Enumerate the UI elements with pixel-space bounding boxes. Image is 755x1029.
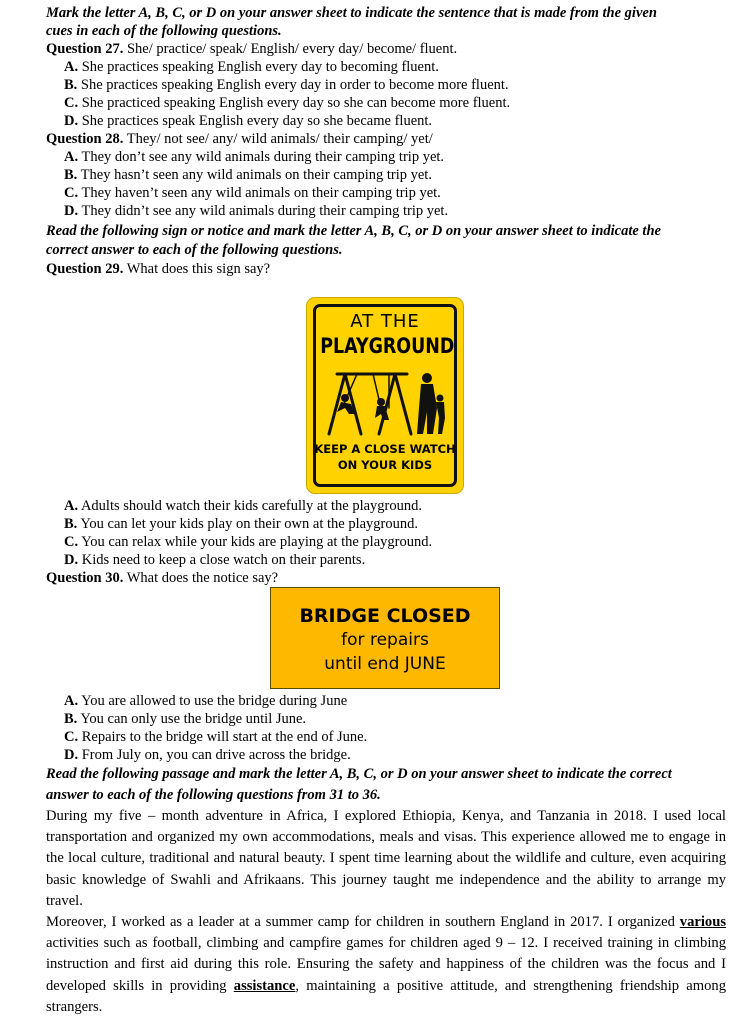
question-prompt: They/ not see/ any/ wild animals/ their camping/ yet/: [126, 131, 433, 147]
option-28-d[interactable]: [64, 202, 448, 220]
question-prompt: What does the notice say?: [126, 570, 279, 586]
option-text: She practices speaking English every day in order to become more fluent.: [80, 77, 509, 93]
option-text: They haven’t seen any wild animals on their camping trip yet.: [81, 185, 441, 201]
option-text: They don’t see any wild animals during their camping trip yet.: [81, 149, 445, 165]
instruction-sign-notice-line1: Read the following sign or notice and mark the letter A, B, C, or D on your answer sheet to indicate the: [46, 223, 661, 239]
option-letter: A.: [64, 498, 79, 514]
option-27-d[interactable]: [64, 112, 432, 130]
bridge-notice: [270, 587, 500, 689]
instruction-passage-line1: Read the following passage and mark the letter A, B, C, or D on your answer sheet to indicate the correct: [46, 766, 672, 782]
option-text: Kids need to keep a close watch on their parents.: [81, 552, 366, 568]
question-prompt: What does this sign say?: [126, 261, 271, 277]
question-prompt: She/ practice/ speak/ English/ every day/ become/ fluent.: [126, 41, 458, 57]
option-text: You are allowed to use the bridge during June: [81, 693, 348, 709]
option-29-c[interactable]: [64, 533, 432, 551]
option-29-b[interactable]: [64, 515, 418, 533]
playground-sign: [306, 297, 464, 494]
option-28-a[interactable]: [64, 148, 444, 166]
option-letter: B.: [64, 711, 78, 727]
instruction-passage-line2: answer to each of the following questions from 31 to 36.: [46, 787, 381, 803]
option-letter: C.: [64, 95, 79, 111]
option-text: Adults should watch their kids carefully at the playground.: [80, 498, 423, 514]
option-28-b[interactable]: [64, 166, 432, 184]
question-30: [46, 569, 278, 587]
question-number: Question 29.: [46, 261, 124, 277]
swing-set-icon: [323, 368, 449, 438]
option-30-b[interactable]: [64, 710, 306, 728]
underlined-word-assistance: assistance: [233, 977, 296, 994]
notice-line-for-repairs: for repairs: [341, 630, 429, 650]
option-letter: C.: [64, 185, 79, 201]
question-27: [46, 40, 457, 58]
question-number: Question 28.: [46, 131, 124, 147]
option-text: They hasn’t seen any wild animals on their camping trip yet.: [80, 167, 432, 183]
option-30-a[interactable]: [64, 692, 347, 710]
option-text: They didn’t see any wild animals during their camping trip yet.: [81, 203, 449, 219]
option-30-c[interactable]: [64, 728, 367, 746]
option-28-c[interactable]: [64, 184, 441, 202]
option-letter: C.: [64, 729, 79, 745]
option-text: She practices speaking English every day to becoming fluent.: [81, 59, 439, 75]
option-letter: A.: [64, 693, 79, 709]
passage-paragraph-1: During my five – month adventure in Africa, I explored Ethiopia, Kenya, and Tanzania in 2018. I used local transportation and organized my own accommodations, meals and visas. This experience allowed me to engage in the local culture, traditional and natural beauty. I spent time learning about the wildlife and culture, even acquiring basic knowledge of Swahli and Afrikaans. This journey taught me independence and the ability to arrange my travel.: [46, 808, 726, 909]
passage-text: , maintaining a positive attitude, and strengthening friendship among strangers.: [46, 977, 726, 1015]
option-text: Repairs to the bridge will start at the end of June.: [81, 729, 368, 745]
passage-paragraph-2: [46, 912, 726, 1018]
notice-line-bridge-closed: BRIDGE CLOSED: [299, 605, 471, 627]
option-text: She practiced speaking English every day so she can become more fluent.: [81, 95, 511, 111]
option-text: You can relax while your kids are playing at the playground.: [81, 534, 433, 550]
instruction-sign-notice-line2: correct answer to each of the following questions.: [46, 242, 343, 258]
option-27-c[interactable]: [64, 94, 510, 112]
instruction-sentence-cues-line1: Mark the letter A, B, C, or D on your answer sheet to indicate the sentence that is made from the given: [46, 5, 657, 21]
notice-line-until-june: until end JUNE: [324, 654, 446, 674]
option-27-a[interactable]: [64, 58, 439, 76]
option-letter: D.: [64, 552, 79, 568]
option-30-d[interactable]: [64, 746, 351, 764]
option-letter: D.: [64, 113, 79, 129]
sign-line-on-your-kids: ON YOUR KIDS: [337, 458, 433, 472]
sign-line-keep-watch: KEEP A CLOSE WATCH: [314, 442, 456, 456]
option-letter: D.: [64, 747, 79, 763]
option-letter: C.: [64, 534, 79, 550]
option-text: You can let your kids play on their own at the playground.: [80, 516, 419, 532]
option-29-a[interactable]: [64, 497, 422, 515]
sign-line-playground: PLAYGROUND: [320, 334, 455, 358]
option-text: She practices speak English every day so she became fluent.: [81, 113, 433, 129]
option-27-b[interactable]: [64, 76, 509, 94]
option-letter: B.: [64, 77, 78, 93]
sign-line-at-the: AT THE: [350, 311, 420, 332]
question-29: [46, 260, 270, 278]
passage-text: activities such as football, climbing and campfire games for children aged 9 – 12. I received training in climbing instruction and first aid during this role. Ensuring the safety and happiness of the children was the focus and I developed skills in providing: [46, 935, 726, 994]
question-28: [46, 130, 433, 148]
option-letter: B.: [64, 516, 78, 532]
sign-keep-watch-text: [307, 441, 463, 473]
option-letter: B.: [64, 167, 78, 183]
option-letter: A.: [64, 149, 79, 165]
underlined-word-various: various: [679, 914, 726, 930]
instruction-sentence-cues-line2: cues in each of the following questions.: [46, 23, 282, 39]
option-text: From July on, you can drive across the bridge.: [81, 747, 351, 763]
question-number: Question 30.: [46, 570, 124, 586]
option-text: You can only use the bridge until June.: [80, 711, 307, 727]
option-29-d[interactable]: [64, 551, 365, 569]
option-letter: D.: [64, 203, 79, 219]
passage-text: Moreover, I worked as a leader at a summer camp for children in southern England in 2017. I organized: [46, 914, 680, 930]
question-number: Question 27.: [46, 41, 124, 57]
option-letter: A.: [64, 59, 79, 75]
